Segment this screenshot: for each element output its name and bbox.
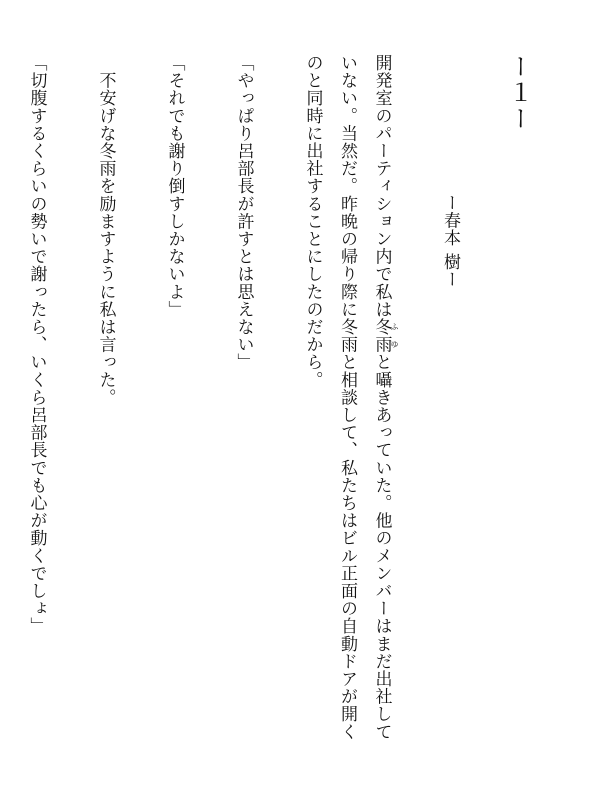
paragraph-3: 「それでも謝り倒すしかないよ」 xyxy=(164,54,185,318)
chapter-number: ー１ー xyxy=(504,54,533,132)
paragraph-2: 「やっぱり呂部長が許すとは思えない」 xyxy=(233,54,254,371)
ruby-reading: ふゆ xyxy=(390,318,399,354)
ruby-base: 冬雨 xyxy=(371,318,392,354)
vertical-text-body xyxy=(0,54,570,754)
paragraph-4: 不安げな冬雨を励ますように私は言った。 xyxy=(95,54,116,406)
paragraph-1 xyxy=(295,54,399,754)
paragraph-1-part-1: 開発室のパーティション内で私は xyxy=(371,54,392,318)
paragraph-5: 「切腹するくらいの勢いで謝ったら、いくら呂部長でも心が動くでしょ」 xyxy=(26,54,47,635)
furigana-fuyu xyxy=(371,318,399,354)
author-name: ー春本 樹ー xyxy=(440,194,460,289)
paragraph-1-part-2: と囁きあっていた。他のメンバーはまだ出社していない。当然だ。昨晩の帰り際に冬雨と相談して、私たちはビル正面の自動ドアが開くのと同時に出社することにしたのだから。 xyxy=(302,54,392,741)
